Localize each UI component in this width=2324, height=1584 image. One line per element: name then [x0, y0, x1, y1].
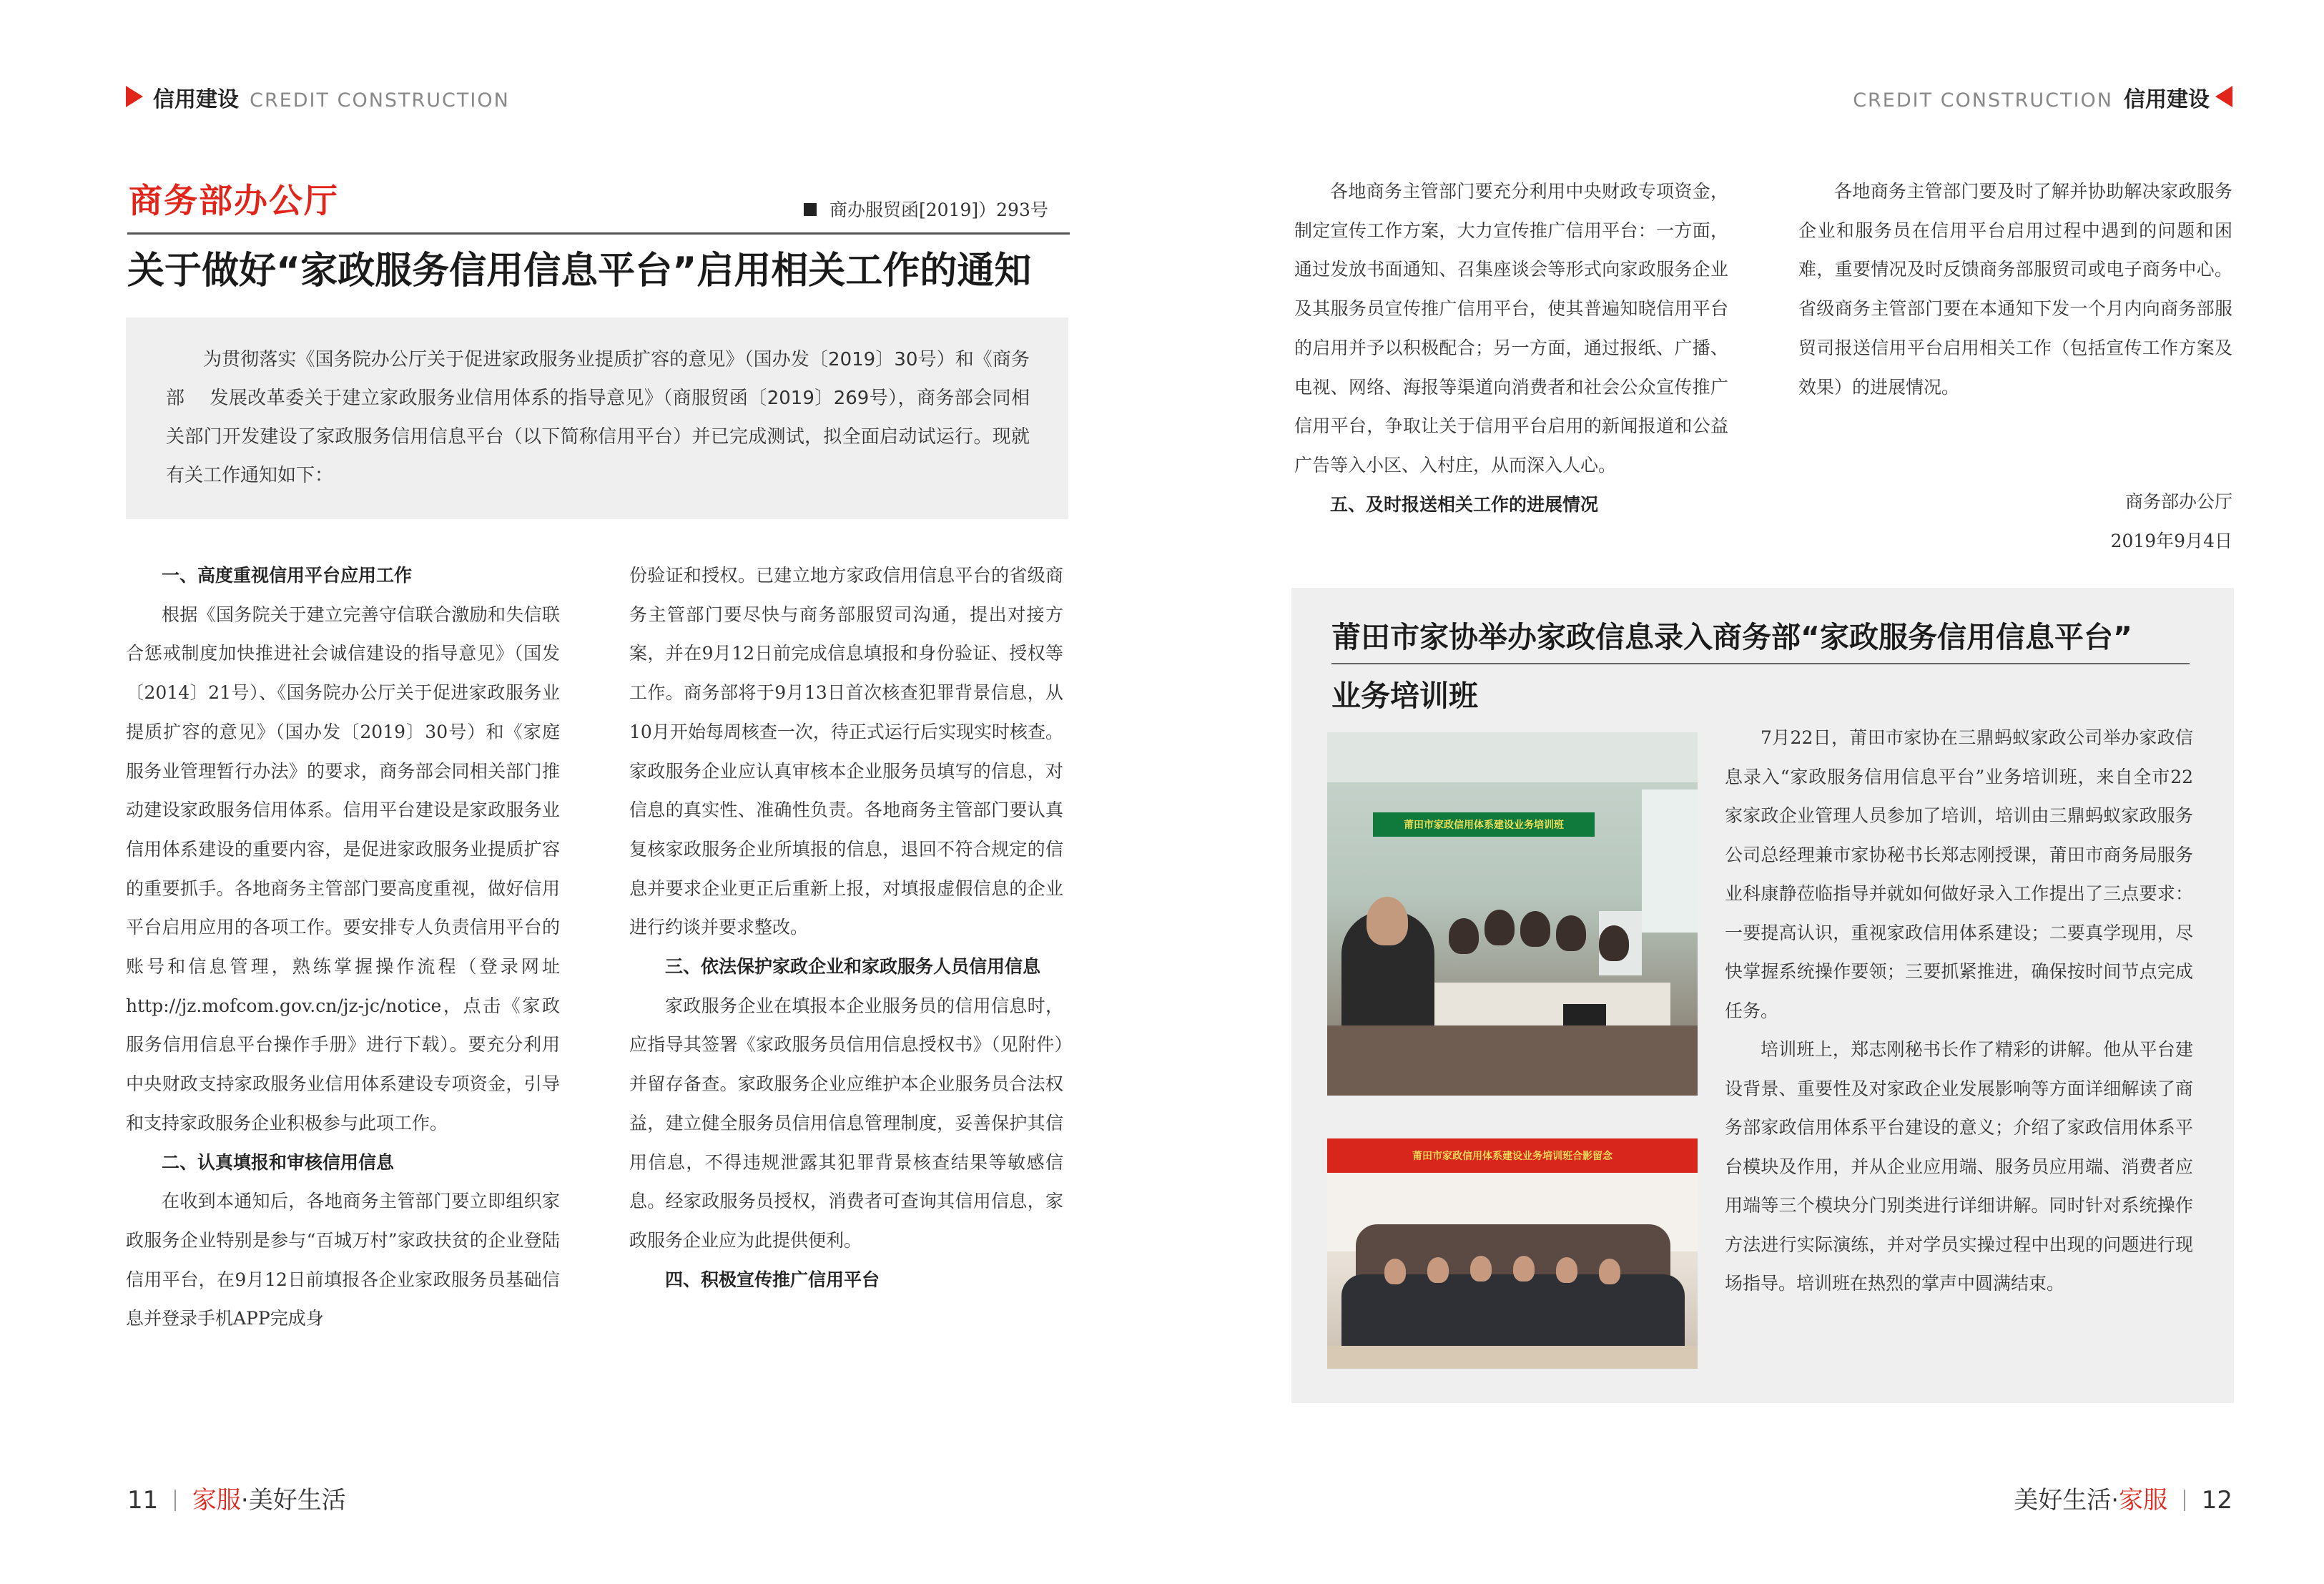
news-paragraph: 7月22日，莆田市家协在三鼎蚂蚁家政公司举办家政信息录入“家政服务信用信息平台”业务培训班，来自全市22家家政企业管理人员参加了培训，培训由三鼎蚂蚁家政服务公司总经理兼市家协秘书长郑志刚授课，莆田市商务局服务业科康静莅临指导并就如何做好录入工作提出了三点要求：一要提高认识，重视家政信用体系建设；二要真学现用，尽快掌握系统操作要领；三要抓紧推进，确保按时间节点完成任务。 — [1725, 727, 2193, 1021]
header-right-cn: 信用建设 — [2124, 87, 2210, 112]
attendee — [1449, 918, 1479, 954]
footer-right — [2014, 1480, 2232, 1515]
header-left-en: CREDIT CONSTRUCTION — [250, 89, 510, 112]
footer-left-separator — [174, 1490, 176, 1511]
group-member — [1384, 1259, 1406, 1284]
section-paragraph: 各地商务主管部门要充分利用中央财政专项资金，制定宣传工作方案，大力宣传推广信用平台：一方面，通过发放书面通知、召集座谈会等形式向家政服务企业及其服务员宣传推广信用平台，使其普遍知晓信用平台的启用并予以积极配合；另一方面，通过报纸、广播、电视、网络、海报等渠道向消费者和社会公众宣传推广信用平台，争取让关于信用平台启用的新闻报道和公益广告等入小区、入村庄，从而深入人心。 — [1294, 181, 1728, 476]
article-col-4 — [1798, 172, 2232, 407]
section-heading-1: 一、高度重视信用平台应用工作 — [162, 565, 413, 586]
header-left — [153, 82, 510, 113]
group-member — [1427, 1257, 1449, 1283]
intro-text — [166, 340, 1030, 495]
doc-number: 商办服贸函[2019]）293号 — [829, 200, 1048, 220]
section-paragraph: 各地商务主管部门要及时了解并协助解决家政服务企业和服务员在信用平台启用过程中遇到的问题和困难，重要情况及时反馈商务部服贸司或电子商务中心。省级商务主管部门要在本通知下发一个月内向商务部服贸司报送信用平台启用相关工作（包括宣传工作方案及效果）的进展情况。 — [1798, 181, 2232, 398]
footer-left-dot: · — [240, 1486, 249, 1515]
article-col-1 — [126, 556, 560, 1339]
article-col-2 — [629, 556, 1063, 1299]
footer-right-dot: · — [2111, 1486, 2119, 1515]
footer-right-brand: 家服 — [2119, 1486, 2168, 1515]
footer-left-brand: 家服 — [192, 1486, 241, 1515]
signature: 商务部办公厅 — [2124, 491, 2232, 512]
news-paragraph: 培训班上，郑志刚秘书长作了精彩的讲解。他从平台建设背景、重要性及对家政企业发展影响等方面详细解读了商务部家政信用体系平台建设的意义；介绍了家政信用体系平台模块及作用，并从企业应用端、服务员应用端、消费者应用端等三个模块分门别类进行详细讲解。同时针对系统操作方法进行实际演练，并对学员实操过程中出现的问题进行现场指导。培训班在热烈的掌声中圆满结束。 — [1725, 1039, 2193, 1294]
trainer-head — [1367, 897, 1408, 945]
attendee — [1556, 915, 1586, 951]
article-title: 关于做好“家政服务信用信息平台”启用相关工作的通知 — [127, 250, 1032, 292]
footer-left — [127, 1480, 346, 1515]
people-row-front — [1341, 1274, 1685, 1346]
training-banner-text: 莆田市家政信用体系建设业务培训班 — [1404, 820, 1564, 831]
window — [1642, 789, 1698, 933]
group-photo — [1327, 1138, 1698, 1369]
footer-right-slogan: 美好生活 — [2014, 1486, 2112, 1515]
front-floor — [1327, 1346, 1698, 1369]
section-heading-5: 五、及时报送相关工作的进展情况 — [1330, 493, 1599, 515]
training-banner — [1373, 812, 1595, 837]
attendee — [1520, 911, 1550, 947]
section-heading-3: 三、依法保护家政企业和家政服务人员信用信息 — [665, 956, 1041, 978]
section-paragraph: 家政服务企业在填报本企业服务员的信用信息时，应指导其签署《家政服务员信用信息授权书》（见附件）并留存备查。家政服务企业应维护本企业服务员合法权益，建立健全服务员信用信息管理制度，妥善保护其信用信息，不得违规泄露其犯罪背景核查结果等敏感信息。经家政服务员授权，消费者可查询其信用信息，家政服务企业应为此提供便利。 — [629, 995, 1063, 1251]
footer-left-slogan: 美好生活 — [248, 1486, 346, 1515]
footer-left-page: 11 — [127, 1486, 159, 1515]
header-right-en: CREDIT CONSTRUCTION — [1853, 89, 2113, 112]
news-title-line1: 莆田市家协举办家政信息录入商务部“家政服务信用信息平台” — [1331, 620, 2132, 654]
group-banner — [1327, 1138, 1698, 1173]
section-heading-2: 二、认真填报和审核信用信息 — [162, 1151, 395, 1173]
group-member — [1513, 1256, 1535, 1282]
group-member — [1556, 1257, 1577, 1283]
section-paragraph: 根据《国务院关于建立完善守信联合激励和失信联合惩戒制度加快推进社会诚信建设的指导意见》（国发〔2014〕21号）、《国务院办公厅关于促进家政服务业提质扩容的意见》（国办发〔2019〕30号）和《家庭服务业管理暂行办法》的要求，商务部会同相关部门推动建设家政服务信用体系。信用平台建设是家政服务业信用体系建设的重要内容，是促进家政服务业提质扩容的重要抓手。各地商务主管部门要高度重视，做好信用平台启用应用的各项工作。要安排专人负责信用平台的账号和信息管理，熟练掌握操作流程（登录网址http://jz.mofcom.gov.cn/jz-jc/notice，点击《家政服务信用信息平台操作手册》进行下载）。要充分利用中央财政支持家政服务业信用体系建设专项资金，引导和支持家政服务企业积极参与此项工作。 — [126, 604, 560, 1133]
header-right — [1853, 82, 2210, 113]
heading-divider — [127, 232, 1070, 235]
header-left-cn: 信用建设 — [153, 87, 239, 112]
section-heading-4: 四、积极宣传推广信用平台 — [665, 1269, 880, 1290]
projector — [1563, 1004, 1606, 1025]
news-text — [1725, 719, 2193, 1304]
section-paragraph: 份验证和授权。已建立地方家政信用信息平台的省级商务主管部门要尽快与商务部服贸司沟通，提出对接方案，并在9月12日前完成信息填报和身份验证、授权等工作。商务部将于9月13日首次核查犯罪背景信息，从10月开始每周核查一次，待正式运行后实现实时核查。家政服务企业应认真审核本企业服务员填写的信息，对信息的真实性、准确性负责。各地商务主管部门要认真复核家政服务企业所填报的信息，退回不符合规定的信息并要求企业更正后重新上报，对填报虚假信息的企业进行约谈并要求整改。 — [629, 565, 1063, 938]
attendee — [1599, 925, 1629, 961]
footer-right-separator — [2184, 1490, 2185, 1511]
issuer-label: 商务部办公厅 — [129, 182, 339, 221]
signature-date: 2019年9月4日 — [2110, 531, 2232, 551]
ceiling — [1327, 732, 1698, 782]
article-col-3 — [1294, 172, 1728, 524]
section-paragraph: 在收到本通知后，各地商务主管部门要立即组织家政服务企业特别是参与“百城万村”家政扶贫的企业登陆信用平台，在9月12日前填报各企业家政服务员基础信息并登录手机APP完成身 — [126, 1191, 560, 1329]
attendee — [1484, 910, 1515, 945]
group-member — [1599, 1259, 1620, 1284]
group-member — [1470, 1256, 1492, 1282]
doc-number-square-icon — [804, 203, 817, 216]
header-triangle-left-icon — [126, 86, 143, 107]
header-triangle-right-icon — [2215, 86, 2232, 107]
group-banner-text: 莆田市家政信用体系建设业务培训班合影留念 — [1412, 1151, 1612, 1162]
floor — [1327, 1025, 1698, 1096]
news-title-line2: 业务培训班 — [1331, 679, 1478, 713]
training-room-photo — [1327, 732, 1698, 1096]
footer-right-page: 12 — [2201, 1486, 2232, 1515]
intro-paragraph: 为贯彻落实《国务院办公厅关于促进家政服务业提质扩容的意见》（国办发〔2019〕30号）和《商务部 发展改革委关于建立家政服务业信用体系的指导意见》（商服贸函〔2019〕269号），商务部会同相关部门开发建设了家政服务信用信息平台（以下简称信用平台）并已完成测试，拟全面启动试运行。现就有关工作通知如下： — [166, 349, 1030, 486]
news-title-divider — [1331, 663, 2190, 664]
